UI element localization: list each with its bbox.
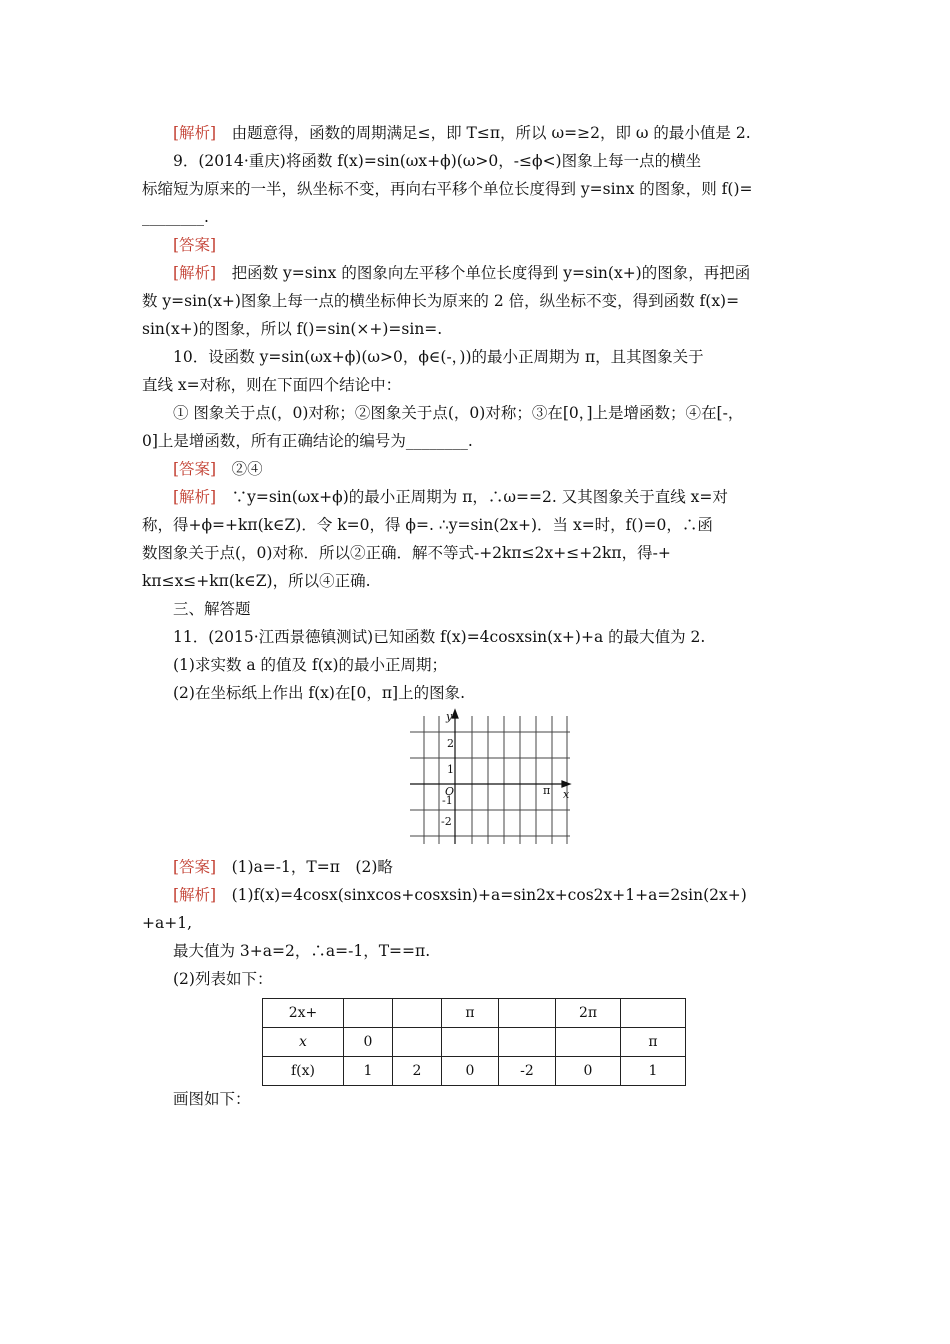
y-tick-label: 2	[447, 737, 454, 750]
text-line: 11．(2015·江西景德镇测试)已知函数 f(x)=4cosxsin(x+)+a 的最大值为 2.	[173, 628, 706, 646]
axes	[410, 710, 570, 844]
text-line: 0]上是增函数，所有正确结论的编号为________.	[142, 432, 473, 450]
table-cell: 1	[344, 1057, 393, 1086]
table-cell: 2	[393, 1057, 442, 1086]
text-line: 标缩短为原来的一半，纵坐标不变，再向右平移个单位长度得到 y=sinx 的图象，则 f()=	[142, 180, 753, 198]
text-line: 数 y=sin(x+)图象上每一点的横坐标伸长为原来的 2 倍，纵坐标不变，得到函数 f(x)=	[142, 292, 740, 310]
text-line: ① 图象关于点(，0)对称；②图象关于点(，0)对称；③在[0，]上是增函数；④在[-，	[173, 404, 744, 422]
y-tick-label: -1	[442, 794, 453, 807]
text-line: 最大值为 3+a=2，∴a=-1，T==π.	[173, 942, 431, 960]
text-line: [解析] 由题意得，函数的周期满足≤，即 T≤π，所以 ω=≥2，即 ω 的最小值是 2.	[173, 124, 751, 142]
table-cell	[499, 999, 556, 1028]
value-table	[262, 998, 686, 1086]
table-cell: π	[442, 999, 499, 1028]
text-line: (2)在坐标纸上作出 f(x)在[0，π]上的图象.	[173, 684, 466, 702]
table-cell	[621, 999, 686, 1028]
text-line: 10．设函数 y=sin(ωx+ϕ)(ω>0，ϕ∈(-，))的最小正周期为 π，且其图象关于	[173, 348, 704, 366]
y-tick-label: 1	[447, 763, 454, 776]
text-line: ________.	[142, 208, 209, 226]
table-cell	[393, 999, 442, 1028]
answer-line: [答案] (1)a=-1，T=π (2)略	[173, 858, 393, 876]
table-cell	[499, 1028, 556, 1057]
answer-label: [答案]	[173, 236, 217, 254]
grid-lines	[410, 716, 570, 844]
text-line: (1)求实数 a 的值及 f(x)的最小正周期；	[173, 656, 448, 674]
coordinate-grid-figure	[410, 708, 576, 844]
table-row	[263, 1057, 686, 1086]
table-cell: f(x)	[263, 1057, 344, 1086]
text-line: sin(x+)的图象，所以 f()=sin(×+)=sin=.	[142, 320, 443, 338]
text-line: [解析] ∵y=sin(ωx+ϕ)的最小正周期为 π，∴ω==2. 又其图象关于直线 x=对	[173, 488, 728, 506]
table-cell: 2x+	[263, 999, 344, 1028]
text-line: 9．(2014·重庆)将函数 f(x)=sin(ωx+ϕ)(ω>0，-≤ϕ<)图象上每一点的横坐	[173, 152, 702, 170]
x-axis-label: x	[563, 788, 570, 801]
text-line: (2)列表如下：	[173, 970, 273, 988]
table-row	[263, 999, 686, 1028]
table-cell	[442, 1028, 499, 1057]
text-line: +a+1,	[142, 914, 193, 932]
y-axis-label: y	[446, 710, 453, 723]
table-cell: 2π	[556, 999, 621, 1028]
text-line: kπ≤x≤+kπ(k∈Z)，所以④正确.	[142, 572, 371, 590]
text-line: 画图如下：	[173, 1090, 251, 1108]
table-cell	[344, 999, 393, 1028]
table-cell: 0	[556, 1057, 621, 1086]
text-line: 直线 x=对称，则在下面四个结论中：	[142, 376, 402, 394]
text-line: [解析] (1)f(x)=4cosx(sinxcos+cosxsin)+a=sin2x+cos2x+1+a=2sin(2x+)	[173, 886, 747, 904]
table-cell: 0	[344, 1028, 393, 1057]
answer-line: [答案] ②④	[173, 460, 263, 478]
table-cell	[393, 1028, 442, 1057]
y-tick-label: -2	[441, 815, 452, 828]
table-cell: -2	[499, 1057, 556, 1086]
text-line: [解析] 把函数 y=sinx 的图象向左平移个单位长度得到 y=sin(x+)的图象，再把函	[173, 264, 751, 282]
origin-label: O	[445, 785, 455, 798]
x-tick-label: π	[543, 784, 551, 797]
table-cell: 0	[442, 1057, 499, 1086]
table-cell	[556, 1028, 621, 1057]
table-cell: π	[621, 1028, 686, 1057]
table-cell: 1	[621, 1057, 686, 1086]
text-line: 数图象关于点(，0)对称．所以②正确．解不等式-+2kπ≤2x+≤+2kπ，得-+	[142, 544, 671, 562]
text-line: 称，得+ϕ=+kπ(k∈Z)．令 k=0，得 ϕ=. ∴y=sin(2x+)．当 x=时，f()=0，∴函	[142, 516, 713, 534]
table-cell: x	[263, 1028, 344, 1057]
section-heading: 三、解答题	[173, 600, 251, 618]
table-row	[263, 1028, 686, 1057]
